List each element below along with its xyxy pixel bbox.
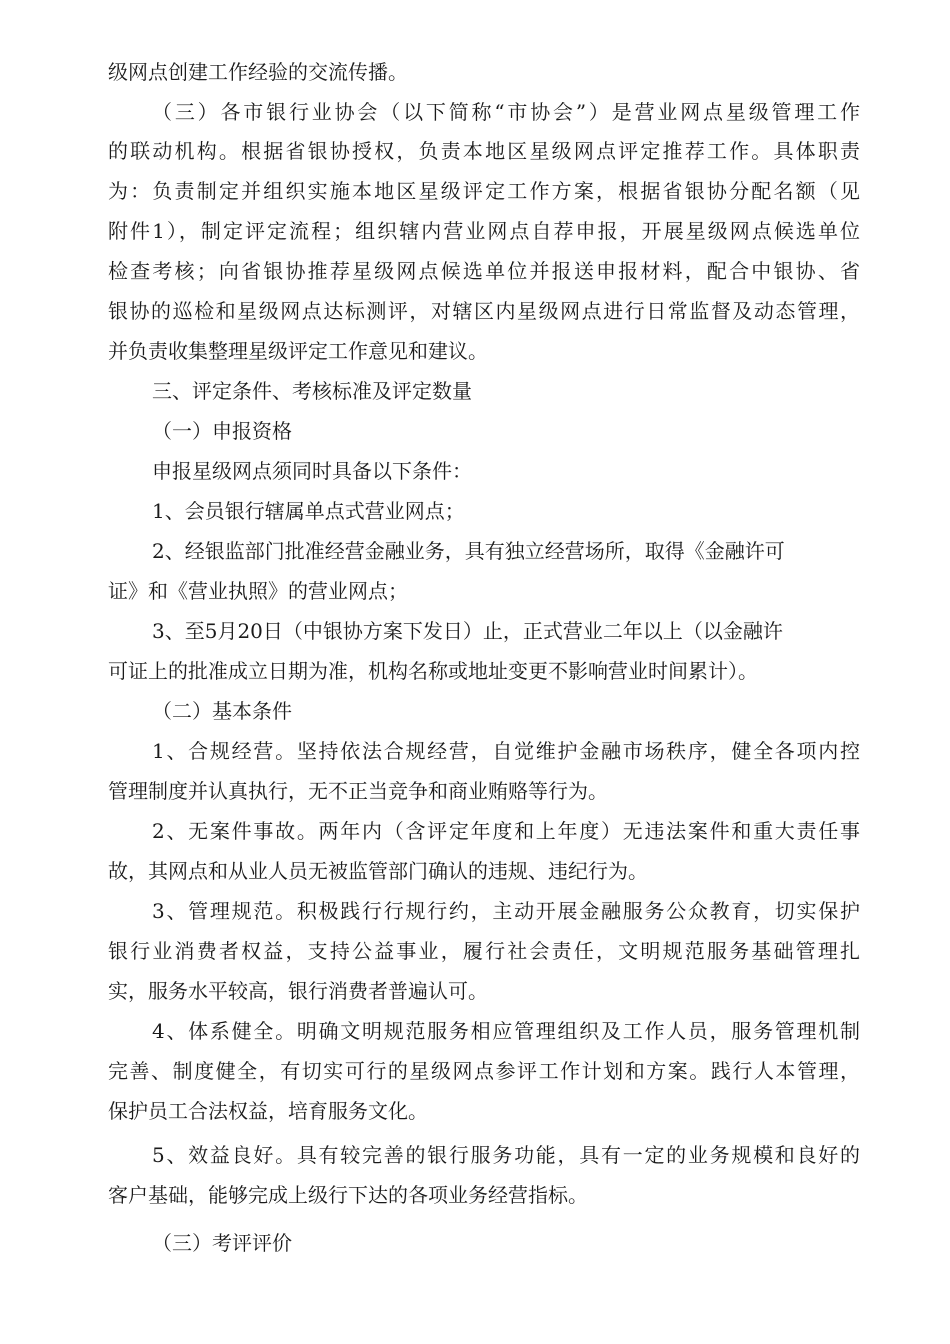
text-line: 并负责收集整理星级评定工作意见和建议。 <box>108 339 488 363</box>
subsection-heading: （一）申报资格 <box>152 419 292 443</box>
text-line: 检查考核；向省银协推荐星级网点候选单位并报送申报材料，配合中银协、省 <box>108 259 860 283</box>
text-line: 的联动机构。根据省银协授权，负责本地区星级网点评定推荐工作。具体职责 <box>108 139 860 163</box>
list-item: 5、效益良好。具有较完善的银行服务功能，具有一定的业务规模和良好的 <box>152 1143 860 1167</box>
text-line: 故，其网点和从业人员无被监管部门确认的违规、违纪行为。 <box>108 859 648 883</box>
text-line: 为：负责制定并组织实施本地区星级评定工作方案，根据省银协分配名额（见 <box>108 179 860 203</box>
text-line: 实，服务水平较高，银行消费者普遍认可。 <box>108 979 488 1003</box>
list-item: 3、至5月20日（中银协方案下发日）止，正式营业二年以上（以金融许 <box>152 619 783 643</box>
list-item: 4、体系健全。明确文明规范服务相应管理组织及工作人员，服务管理机制 <box>152 1019 860 1043</box>
list-item: 1、会员银行辖属单点式营业网点； <box>152 499 465 523</box>
list-item: 1、合规经营。坚持依法合规经营，自觉维护金融市场秩序，健全各项内控 <box>152 739 860 763</box>
text-line: 附件1），制定评定流程；组织辖内营业网点自荐申报，开展星级网点候选单位 <box>108 219 860 243</box>
list-item: 2、经银监部门批准经营金融业务，具有独立经营场所，取得《金融许可 <box>152 539 785 563</box>
text-line: 银协的巡检和星级网点达标测评，对辖区内星级网点进行日常监督及动态管理， <box>108 299 860 323</box>
text-line: 客户基础，能够完成上级行下达的各项业务经营指标。 <box>108 1183 588 1207</box>
text-line: 银行业消费者权益，支持公益事业，履行社会责任，文明规范服务基础管理扎 <box>108 939 860 963</box>
text-line: 可证上的批准成立日期为准，机构名称或地址变更不影响营业时间累计）。 <box>108 659 758 683</box>
subsection-heading: （三）考评评价 <box>152 1231 292 1255</box>
section-heading: 三、评定条件、考核标准及评定数量 <box>152 379 472 403</box>
text-line: 申报星级网点须同时具备以下条件： <box>152 459 472 483</box>
list-item: 2、无案件事故。两年内（含评定年度和上年度）无违法案件和重大责任事 <box>152 819 860 843</box>
text-line: 证》和《营业执照》的营业网点； <box>108 579 408 603</box>
text-line: 级网点创建工作经验的交流传播。 <box>108 60 408 84</box>
list-item: 3、管理规范。积极践行行规行约，主动开展金融服务公众教育，切实保护 <box>152 899 860 923</box>
text-line: （三）各市银行业协会（以下简称“市协会”）是营业网点星级管理工作 <box>152 100 860 124</box>
text-line: 管理制度并认真执行，无不正当竞争和商业贿赂等行为。 <box>108 779 608 803</box>
subsection-heading: （二）基本条件 <box>152 699 292 723</box>
text-line: 完善、制度健全，有切实可行的星级网点参评工作计划和方案。践行人本管理， <box>108 1059 860 1083</box>
text-line: 保护员工合法权益，培育服务文化。 <box>108 1099 428 1123</box>
